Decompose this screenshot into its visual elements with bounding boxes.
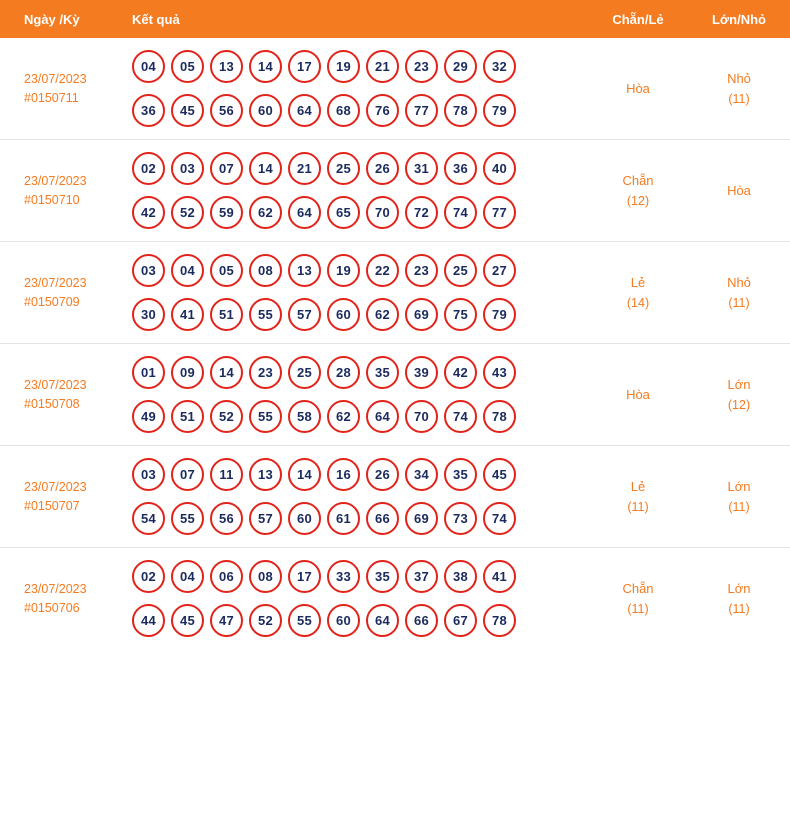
odd-even-count: (14) (626, 295, 650, 310)
result-ball: 25 (288, 356, 321, 389)
big-small-count: (11) (728, 295, 750, 310)
result-ball: 64 (366, 400, 399, 433)
result-ball: 14 (210, 356, 243, 389)
ball-row (132, 458, 588, 491)
result-ball: 72 (405, 196, 438, 229)
result-ball: 19 (327, 50, 360, 83)
result-ball: 45 (171, 604, 204, 637)
result-ball: 74 (444, 196, 477, 229)
odd-even-cell (588, 446, 688, 548)
odd-even-label: Hòa (626, 81, 650, 96)
ball-row (132, 94, 588, 127)
result-ball: 74 (483, 502, 516, 535)
result-ball: 64 (288, 196, 321, 229)
result-ball: 03 (132, 458, 165, 491)
result-ball: 03 (171, 152, 204, 185)
result-ball: 35 (444, 458, 477, 491)
result-ball: 03 (132, 254, 165, 287)
draw-date: 23/07/2023 (24, 581, 87, 596)
result-ball: 51 (210, 298, 243, 331)
result-ball: 37 (405, 560, 438, 593)
result-ball: 62 (249, 196, 282, 229)
draw-date-cell (0, 446, 118, 548)
result-ball: 41 (171, 298, 204, 331)
result-ball: 13 (249, 458, 282, 491)
result-ball: 70 (366, 196, 399, 229)
result-ball: 41 (483, 560, 516, 593)
result-balls-cell (118, 140, 588, 242)
ball-row (132, 356, 588, 389)
result-ball: 44 (132, 604, 165, 637)
result-ball: 68 (327, 94, 360, 127)
result-ball: 47 (210, 604, 243, 637)
result-ball: 04 (132, 50, 165, 83)
big-small-cell (688, 446, 790, 548)
result-ball: 04 (171, 560, 204, 593)
result-ball: 27 (483, 254, 516, 287)
ball-row (132, 196, 588, 229)
result-ball: 13 (210, 50, 243, 83)
big-small-cell (688, 38, 790, 140)
result-ball: 16 (327, 458, 360, 491)
result-ball: 73 (444, 502, 477, 535)
result-ball: 78 (483, 400, 516, 433)
big-small-cell (688, 140, 790, 242)
result-ball: 13 (288, 254, 321, 287)
big-small-label: Nhỏ (727, 70, 751, 86)
result-ball: 76 (366, 94, 399, 127)
result-ball: 23 (405, 254, 438, 287)
result-ball: 23 (249, 356, 282, 389)
ball-row (132, 400, 588, 433)
result-ball: 79 (483, 298, 516, 331)
draw-date-cell (0, 548, 118, 650)
column-header-odd-even: Chẵn/Lẻ (588, 0, 688, 38)
table-row (0, 242, 790, 344)
result-ball: 62 (327, 400, 360, 433)
result-ball: 36 (132, 94, 165, 127)
result-ball: 61 (327, 502, 360, 535)
result-ball: 43 (483, 356, 516, 389)
result-ball: 58 (288, 400, 321, 433)
result-ball: 77 (405, 94, 438, 127)
result-ball: 34 (405, 458, 438, 491)
odd-even-cell (588, 548, 688, 650)
result-ball: 56 (210, 502, 243, 535)
big-small-cell (688, 344, 790, 446)
result-ball: 74 (444, 400, 477, 433)
result-ball: 42 (444, 356, 477, 389)
result-ball: 23 (405, 50, 438, 83)
draw-date: 23/07/2023 (24, 173, 87, 188)
column-header-big-small: Lớn/Nhỏ (688, 0, 790, 38)
result-ball: 04 (171, 254, 204, 287)
big-small-count: (11) (728, 91, 750, 106)
result-ball: 60 (327, 298, 360, 331)
ball-row (132, 152, 588, 185)
result-ball: 66 (366, 502, 399, 535)
result-ball: 31 (405, 152, 438, 185)
result-ball: 26 (366, 458, 399, 491)
draw-id: #0150708 (24, 396, 80, 411)
result-ball: 33 (327, 560, 360, 593)
result-ball: 54 (132, 502, 165, 535)
big-small-label: Lớn (727, 478, 751, 494)
result-ball: 45 (483, 458, 516, 491)
table-row (0, 548, 790, 650)
big-small-label: Lớn (727, 580, 751, 596)
draw-date-cell (0, 140, 118, 242)
draw-id: #0150707 (24, 498, 80, 513)
result-ball: 36 (444, 152, 477, 185)
odd-even-cell (588, 38, 688, 140)
result-ball: 69 (405, 298, 438, 331)
odd-even-label: Chẵn (622, 172, 654, 188)
result-ball: 17 (288, 560, 321, 593)
draw-date: 23/07/2023 (24, 71, 87, 86)
result-balls-cell (118, 344, 588, 446)
result-ball: 75 (444, 298, 477, 331)
result-ball: 60 (249, 94, 282, 127)
result-ball: 57 (249, 502, 282, 535)
result-ball: 07 (171, 458, 204, 491)
column-header-date: Ngày /Kỳ (0, 0, 118, 38)
result-ball: 21 (366, 50, 399, 83)
result-ball: 66 (405, 604, 438, 637)
big-small-count: (11) (728, 499, 750, 514)
result-ball: 14 (288, 458, 321, 491)
result-ball: 79 (483, 94, 516, 127)
table-row (0, 344, 790, 446)
ball-row (132, 254, 588, 287)
result-ball: 70 (405, 400, 438, 433)
result-ball: 52 (249, 604, 282, 637)
odd-even-count: (11) (627, 601, 649, 616)
result-ball: 60 (288, 502, 321, 535)
result-ball: 57 (288, 298, 321, 331)
odd-even-label: Lẻ (630, 274, 646, 290)
big-small-cell (688, 548, 790, 650)
result-ball: 06 (210, 560, 243, 593)
draw-id: #0150711 (24, 90, 79, 105)
big-small-cell (688, 242, 790, 344)
result-ball: 05 (210, 254, 243, 287)
result-ball: 08 (249, 560, 282, 593)
result-ball: 78 (444, 94, 477, 127)
result-ball: 32 (483, 50, 516, 83)
result-balls-cell (118, 548, 588, 650)
result-ball: 19 (327, 254, 360, 287)
odd-even-label: Lẻ (630, 478, 646, 494)
table-row (0, 140, 790, 242)
result-balls-cell (118, 38, 588, 140)
big-small-label: Hòa (727, 183, 751, 198)
result-ball: 35 (366, 560, 399, 593)
result-ball: 25 (327, 152, 360, 185)
result-ball: 02 (132, 152, 165, 185)
result-ball: 49 (132, 400, 165, 433)
result-ball: 59 (210, 196, 243, 229)
big-small-label: Lớn (727, 376, 751, 392)
odd-even-cell (588, 344, 688, 446)
result-ball: 11 (210, 458, 243, 491)
result-ball: 05 (171, 50, 204, 83)
table-header (0, 0, 790, 38)
result-ball: 01 (132, 356, 165, 389)
result-ball: 56 (210, 94, 243, 127)
result-ball: 28 (327, 356, 360, 389)
result-ball: 42 (132, 196, 165, 229)
table-row (0, 446, 790, 548)
result-balls-cell (118, 446, 588, 548)
draw-date-cell (0, 242, 118, 344)
result-ball: 14 (249, 152, 282, 185)
odd-even-count: (11) (627, 499, 649, 514)
result-ball: 22 (366, 254, 399, 287)
draw-id: #0150709 (24, 294, 80, 309)
result-ball: 62 (366, 298, 399, 331)
draw-date: 23/07/2023 (24, 377, 87, 392)
result-ball: 67 (444, 604, 477, 637)
result-ball: 55 (249, 298, 282, 331)
result-ball: 35 (366, 356, 399, 389)
column-header-result: Kết quả (118, 0, 588, 38)
odd-even-label: Chẵn (622, 580, 654, 596)
draw-date-cell (0, 344, 118, 446)
odd-even-cell (588, 242, 688, 344)
result-ball: 17 (288, 50, 321, 83)
big-small-count: (11) (728, 601, 750, 616)
result-ball: 25 (444, 254, 477, 287)
result-ball: 09 (171, 356, 204, 389)
draw-date-cell (0, 38, 118, 140)
draw-id: #0150706 (24, 600, 80, 615)
result-ball: 69 (405, 502, 438, 535)
ball-row (132, 502, 588, 535)
table-header-row (0, 0, 790, 38)
result-ball: 40 (483, 152, 516, 185)
ball-row (132, 560, 588, 593)
result-ball: 60 (327, 604, 360, 637)
big-small-count: (12) (727, 397, 751, 412)
result-ball: 55 (171, 502, 204, 535)
result-ball: 29 (444, 50, 477, 83)
result-ball: 51 (171, 400, 204, 433)
result-ball: 55 (288, 604, 321, 637)
odd-even-cell (588, 140, 688, 242)
big-small-label: Nhỏ (727, 274, 751, 290)
result-ball: 78 (483, 604, 516, 637)
result-ball: 21 (288, 152, 321, 185)
result-ball: 30 (132, 298, 165, 331)
result-ball: 39 (405, 356, 438, 389)
draw-date: 23/07/2023 (24, 479, 87, 494)
result-ball: 02 (132, 560, 165, 593)
result-ball: 14 (249, 50, 282, 83)
ball-row (132, 604, 588, 637)
result-ball: 38 (444, 560, 477, 593)
result-ball: 45 (171, 94, 204, 127)
table-body (0, 38, 790, 649)
table-row (0, 38, 790, 140)
result-ball: 52 (171, 196, 204, 229)
result-ball: 07 (210, 152, 243, 185)
ball-row (132, 50, 588, 83)
result-ball: 64 (366, 604, 399, 637)
odd-even-label: Hòa (626, 387, 650, 402)
result-ball: 77 (483, 196, 516, 229)
result-ball: 26 (366, 152, 399, 185)
result-ball: 64 (288, 94, 321, 127)
result-ball: 55 (249, 400, 282, 433)
result-ball: 52 (210, 400, 243, 433)
draw-date: 23/07/2023 (24, 275, 87, 290)
draw-id: #0150710 (24, 192, 80, 207)
result-balls-cell (118, 242, 588, 344)
ball-row (132, 298, 588, 331)
result-ball: 65 (327, 196, 360, 229)
result-ball: 08 (249, 254, 282, 287)
odd-even-count: (12) (626, 193, 650, 208)
